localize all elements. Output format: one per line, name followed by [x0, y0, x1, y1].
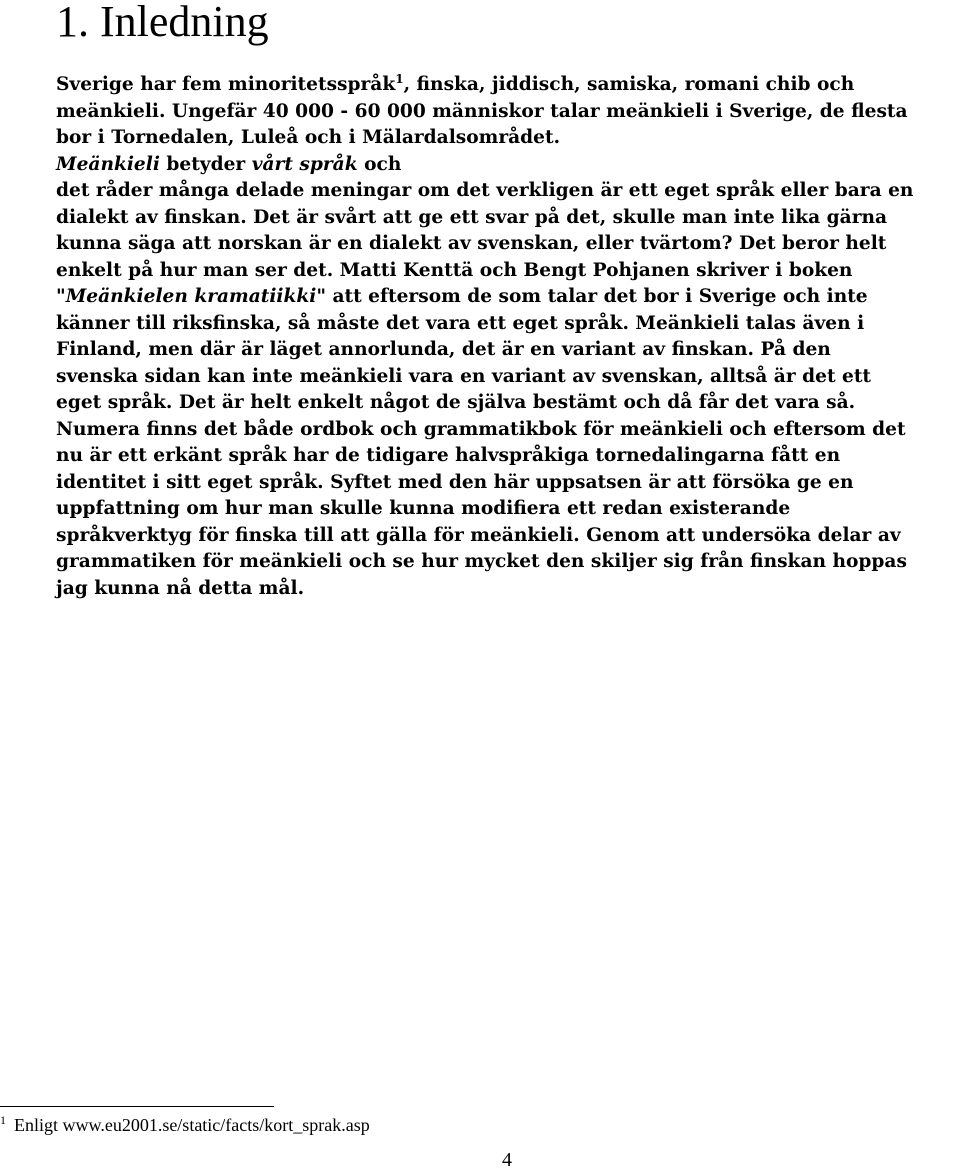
paragraph-line: nu är ett erkänt språk har de tidigare halvspråkiga tornedalingarna fått en: [56, 445, 841, 466]
footnote-divider: [0, 1106, 274, 1107]
paragraph-line: meänkieli. Ungefär 40 000 - 60 000 människor talar meänkieli i Sverige, de flesta: [56, 100, 908, 122]
paragraph-line: uppfattning om hur man skulle kunna modifiera ett redan existerande: [56, 498, 791, 519]
paragraph-line: Finland, men där är läget annorlunda, det är en variant av finskan. På den: [56, 339, 831, 360]
paragraph-line: bor i Tornedalen, Luleå och i Mälardalsområdet.: [56, 127, 561, 148]
paragraph-line: grammatiken för meänkieli och se hur mycket den skiljer sig från finskan hoppas: [56, 551, 907, 572]
paragraph-line: enkelt på hur man ser det. Matti Kenttä och Bengt Pohjanen skriver i boken: [56, 259, 853, 281]
book-title: Meänkielen kramatiikki: [65, 286, 317, 307]
intro-paragraph: [56, 72, 960, 602]
footnote-text: Enligt www.eu2001.se/static/facts/kort_sprak.asp: [14, 1115, 370, 1135]
paragraph-line: eget språk. Det är helt enkelt något de själva bestämt och då får det vara så.: [56, 392, 856, 413]
text-run: , finska, jiddisch, samiska, romani chib och: [403, 74, 855, 95]
text-run: betyder: [159, 153, 252, 175]
footnote-marker: 1: [0, 1113, 6, 1127]
paragraph-line: [56, 72, 960, 99]
footnote: [0, 1114, 370, 1136]
paragraph-line: kunna säga att norskan är en dialekt av svenskan, eller tvärtom? Det beror helt: [56, 233, 887, 254]
page-number: 4: [502, 1149, 512, 1171]
footnote-reference[interactable]: 1: [395, 71, 404, 86]
paragraph-line: dialekt av finskan. Det är svårt att ge ett svar på det, skulle man inte lika gärna: [56, 206, 888, 228]
paragraph-line: identitet i sitt eget språk. Syftet med den här uppsatsen är att försöka ge en: [56, 471, 854, 493]
text-run: ": [56, 286, 66, 307]
paragraph-line: känner till riksfinska, så måste det vara ett eget språk. Meänkieli talas även i: [56, 312, 865, 334]
text-run: Sverige har fem minoritetsspråk: [56, 74, 396, 95]
paragraph-line: språkverktyg för finska till att gälla för meänkieli. Genom att undersöka delar av: [56, 524, 901, 546]
paragraph-line: det råder många delade meningar om det verkligen är ett eget språk eller bara en: [56, 180, 914, 201]
paragraph-line: jag kunna nå detta mål.: [56, 577, 305, 599]
text-run: " att eftersom de som talar det bor i Sverige och inte: [316, 286, 868, 307]
italic-term: Meänkieli: [56, 153, 160, 175]
paragraph-line: Numera finns det både ordbok och grammatikbok för meänkieli och eftersom det: [56, 418, 906, 440]
section-heading: 1. Inledning: [56, 0, 269, 46]
paragraph-line: svenska sidan kan inte meänkieli vara en variant av svenskan, alltså är det ett: [56, 365, 872, 387]
paragraph-line: [56, 152, 960, 179]
paragraph-line: [56, 284, 960, 311]
italic-term: vårt språk: [251, 153, 358, 175]
text-run: och: [357, 153, 402, 175]
